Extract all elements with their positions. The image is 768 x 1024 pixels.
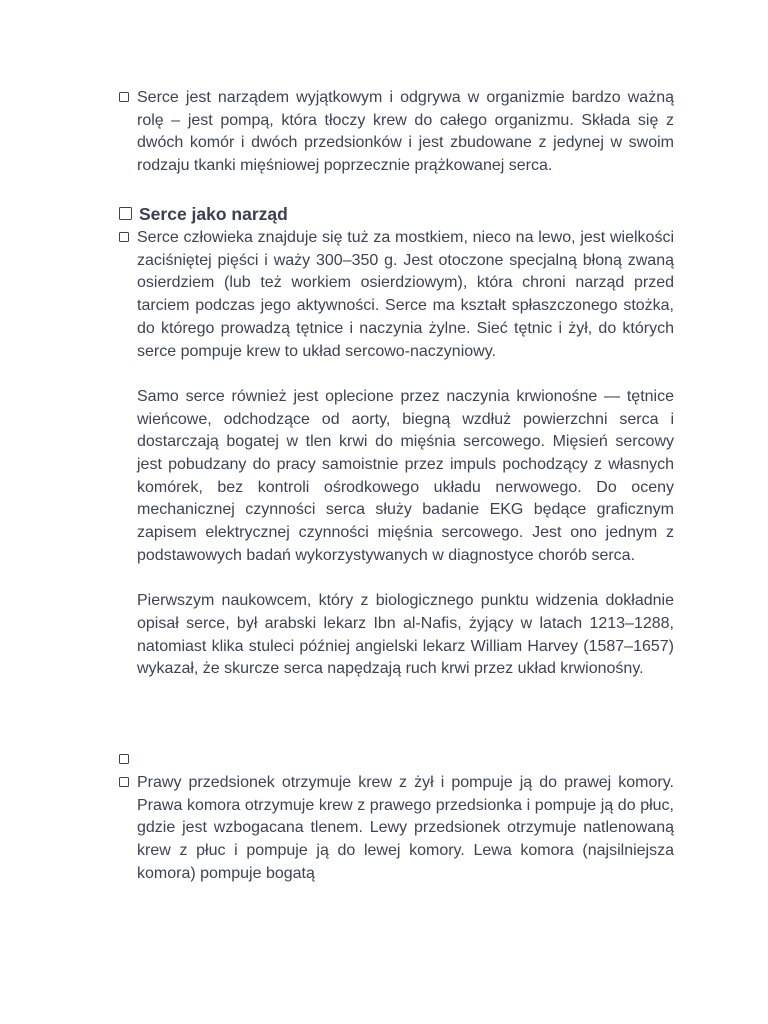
paragraph: Serce człowieka znajduje się tuż za mostkiem, nieco na lewo, jest wielkości zaciśniętej pięści i waży 300–350 g. Jest otoczone specjalną błoną zwaną osierdziem (lub też workiem osierdziowym), która chroni narząd przed tarciem podczas jego aktywności. Serce ma kształt spłaszczonego stożka, do którego prowadzą tętnice i naczynia żylne. Sieć tętnic i żył, do których serce pompuje krew to układ sercowo-naczyniowy. bbox=[137, 229, 674, 360]
list-item-intro bbox=[119, 87, 674, 178]
checkbox-icon bbox=[119, 754, 129, 764]
paragraph: Samo serce również jest oplecione przez naczynia krwionośne — tętnice wieńcowe, odchodzące od aorty, biegną wzdłuż powierzchni serca i dostarczają bogatej w tlen krwi do mięśnia sercowego. Mięsień sercowy jest pobudzany do pracy samoistnie przez impuls pochodzący z własnych komórek, bez kontroli ośrodkowego układu nerwowego. Do oceny mechanicznej czynności serca służy badanie EKG będące graficznym zapisem elektrycznej czynności mięśnia sercowego. Jest ono jednym z podstawowych badań wykorzystywanych w diagnostyce chorób serca. bbox=[137, 387, 674, 564]
checkbox-icon bbox=[119, 777, 129, 787]
paragraph: Serce jest narządem wyjątkowym i odgrywa w organizmie bardzo ważną rolę – jest pompą, która tłoczy krew do całego organizmu. Składa się z dwóch komór i dwóch przedsionków i jest zbudowane z jedynej w swoim rodzaju tkanki mięśniowej poprzecznie prążkowanej serca. bbox=[137, 89, 674, 175]
checkbox-icon bbox=[119, 232, 129, 242]
list-item-heading bbox=[119, 203, 674, 225]
list-item-circulation bbox=[119, 772, 674, 886]
checkbox-icon bbox=[119, 207, 132, 220]
list-item-content bbox=[139, 203, 674, 225]
page-bottom-margin bbox=[0, 885, 768, 1024]
list-item-empty bbox=[119, 749, 674, 764]
section-heading: Serce jako narząd bbox=[139, 204, 288, 224]
paragraph: Prawy przedsionek otrzymuje krew z żył i pompuje ją do prawej komory. Prawa komora otrzymuje krew z prawego przedsionka i pompuje ją do płuc, gdzie jest wzbogacana tlenem. Lewy przedsionek otrzymuje natlenowaną krew z płuc i pompuje ją do lewej komory. Lewa komora (najsilniejsza komora) pompuje bogatą bbox=[137, 774, 674, 882]
list-item-body bbox=[119, 227, 674, 681]
list-item-content bbox=[137, 87, 674, 178]
list-item-content bbox=[137, 227, 674, 681]
paragraph: Pierwszym naukowcem, który z biologicznego punktu widzenia dokładnie opisał serce, był arabski lekarz Ibn al-Nafis, żyjący w latach 1213–1288, natomiast klika stuleci później angielski lekarz William Harvey (1587–1657) wykazał, że skurcze serca napędzają ruch krwi przez układ krwionośny. bbox=[137, 592, 674, 678]
list-item-content bbox=[137, 772, 674, 886]
checkbox-icon bbox=[119, 92, 129, 102]
